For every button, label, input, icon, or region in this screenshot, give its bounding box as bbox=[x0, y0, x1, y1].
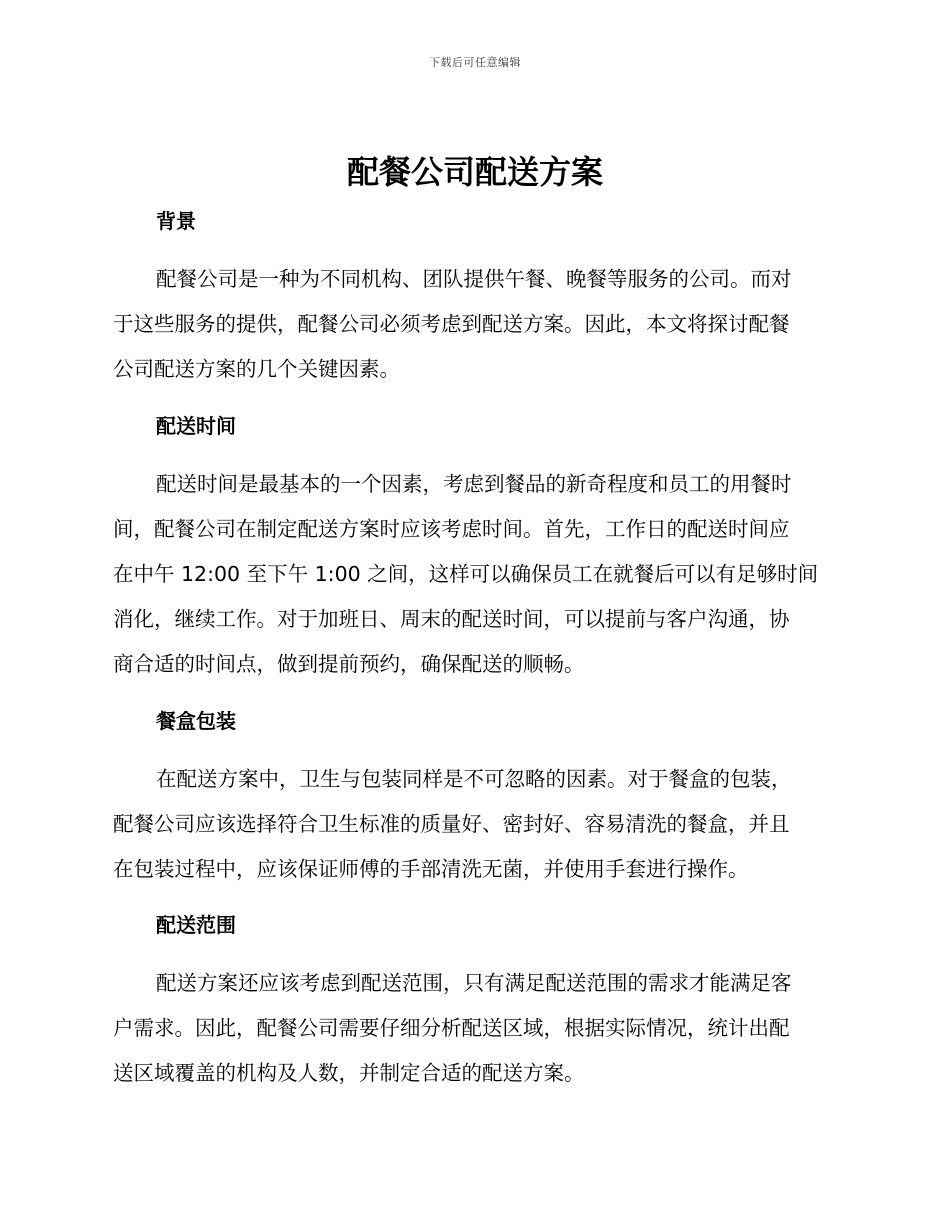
paragraph-line: 户需求。因此，配餐公司需要仔细分析配送区域，根据实际情况，统计出配 bbox=[113, 1016, 790, 1040]
section-heading-delivery-range: 配送范围 bbox=[156, 913, 236, 937]
paragraph-line: 商合适的时间点，做到提前预约，确保配送的顺畅。 bbox=[113, 652, 585, 676]
paragraph-line: 配餐公司是一种为不同机构、团队提供午餐、晚餐等服务的公司。而对 bbox=[156, 267, 792, 291]
section-heading-packaging: 餐盒包装 bbox=[156, 709, 236, 733]
paragraph-line: 配餐公司应该选择符合卫生标准的质量好、密封好、容易清洗的餐盒，并且 bbox=[113, 812, 790, 836]
paragraph-line: 公司配送方案的几个关键因素。 bbox=[113, 357, 400, 381]
section-paragraph-packaging bbox=[113, 757, 837, 892]
section-heading-delivery-time: 配送时间 bbox=[156, 414, 236, 438]
section-paragraph-delivery-range bbox=[113, 961, 837, 1096]
page-header-note: 下载后可任意编辑 bbox=[429, 56, 521, 69]
paragraph-line: 在中午 12:00 至下午 1:00 之间，这样可以确保员工在就餐后可以有足够时间 bbox=[113, 562, 819, 586]
paragraph-line: 间，配餐公司在制定配送方案时应该考虑时间。首先，工作日的配送时间应 bbox=[113, 517, 790, 541]
section-heading-background: 背景 bbox=[156, 209, 196, 233]
document-title: 配餐公司配送方案 bbox=[346, 153, 603, 191]
paragraph-line: 配送时间是最基本的一个因素，考虑到餐品的新奇程度和员工的用餐时 bbox=[156, 472, 792, 496]
paragraph-line: 在配送方案中，卫生与包装同样是不可忽略的因素。对于餐盒的包装， bbox=[156, 767, 792, 791]
paragraph-line: 消化，继续工作。对于加班日、周末的配送时间，可以提前与客户沟通，协 bbox=[113, 607, 790, 631]
paragraph-line: 于这些服务的提供，配餐公司必须考虑到配送方案。因此，本文将探讨配餐 bbox=[113, 312, 790, 336]
section-paragraph-delivery-time bbox=[113, 462, 837, 687]
section-paragraph-background bbox=[113, 257, 837, 392]
paragraph-line: 配送方案还应该考虑到配送范围，只有满足配送范围的需求才能满足客 bbox=[156, 971, 792, 995]
paragraph-line: 在包装过程中，应该保证师傅的手部清洗无菌，并使用手套进行操作。 bbox=[113, 857, 749, 881]
paragraph-line: 送区域覆盖的机构及人数，并制定合适的配送方案。 bbox=[113, 1061, 585, 1085]
